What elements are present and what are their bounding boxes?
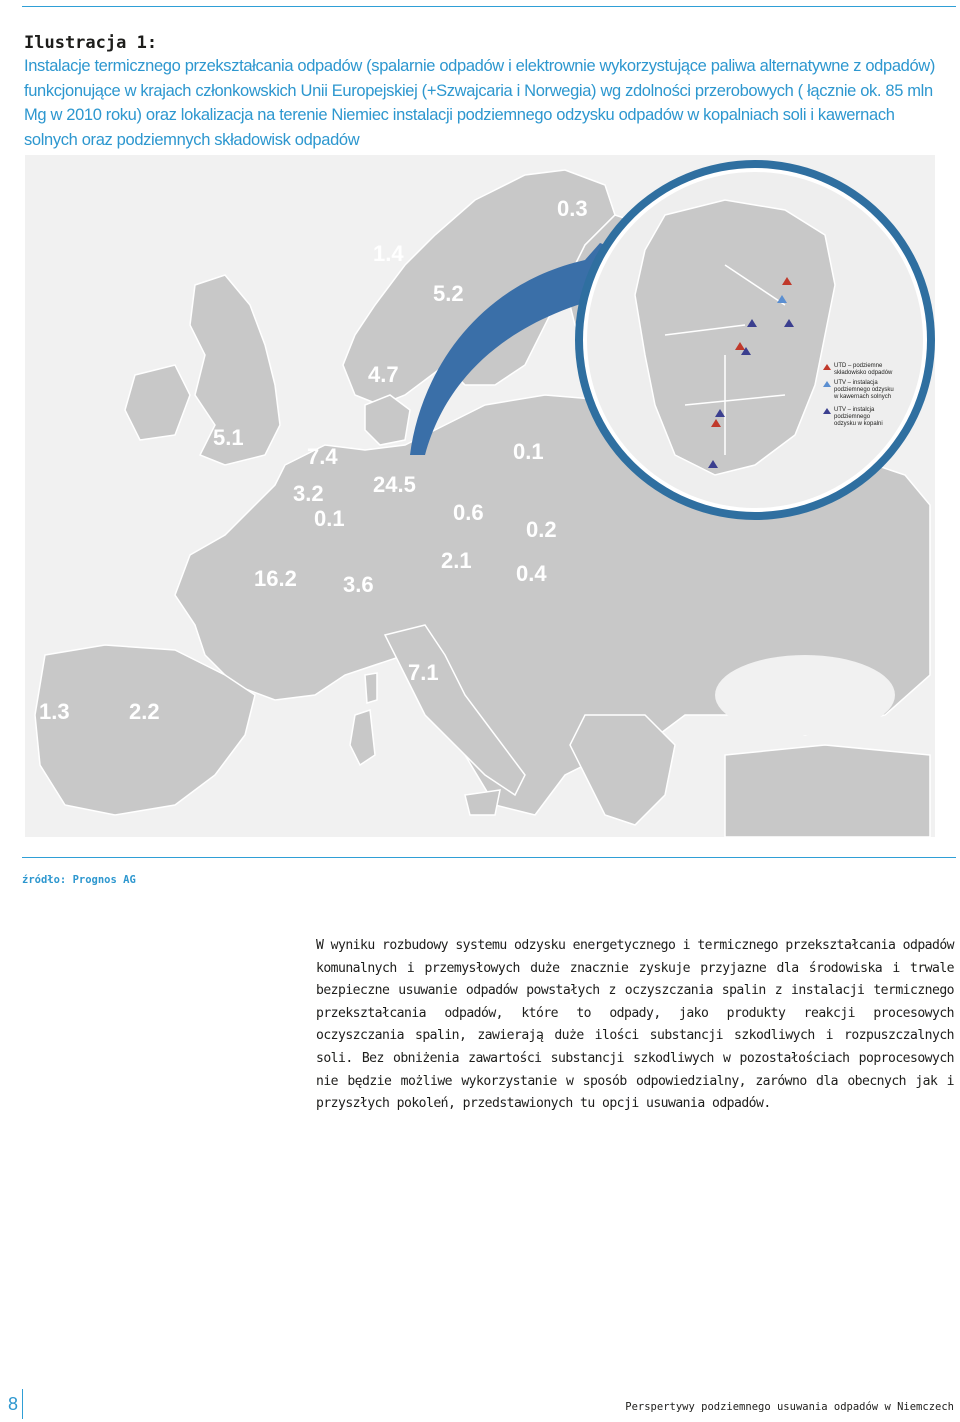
figure-source: źródło: Prognos AG [22,874,136,886]
value-label-luxembourg: 0.1 [314,506,345,531]
black-sea [715,655,895,735]
value-label-denmark: 4.7 [368,362,399,387]
turkey-shape [725,745,930,837]
legend-utv2-line2: podziemnego [834,414,871,420]
value-label-switzerland: 3.6 [343,572,374,597]
page-number: 8 [8,1394,19,1414]
legend-utv1-line2: podziemnego odzysku [834,387,894,393]
legend-utv1-line1: UTV – instalacja [834,380,878,386]
corsica-shape [365,673,377,703]
top-rule [22,6,956,7]
value-label-sweden: 5.2 [433,281,464,306]
value-label-belgium: 3.2 [293,481,324,506]
figure-label: Ilustracja 1: [24,33,158,53]
legend-utv1-line3: w kawernach solnych [834,394,892,400]
sicily-shape [465,790,500,815]
legend-utv2-line1: UTV – instalcja [834,407,875,413]
legend-utd-line2: składowisko odpadów [834,370,893,376]
value-label-slovakia: 0.2 [526,517,557,542]
value-label-poland: 0.1 [513,439,544,464]
value-label-hungary: 0.4 [516,561,547,586]
value-label-germany: 24.5 [373,472,416,497]
value-label-uk: 5.1 [213,425,244,450]
germany-inset [575,160,935,520]
value-label-austria: 2.1 [441,548,472,573]
footer-divider [22,1389,23,1419]
body-paragraph: W wyniku rozbudowy systemu odzysku energetycznego i termicznego przekształcania odpadów komunalnych i przemysłowych duże znacznie zyskuje przyjazne dla środowiska i trwale bezpieczne usuwanie odpadów powstałych z oczyszczania spalin z instalacji termicznego przekształcania odpadów, które to odpady, jako produkty reakcji procesowych oczyszczania spalin, zawierają duże ilości substancji szkodliwych i rozpuszczalnych soli. Bez obniżenia zawartości substancji szkodliwych w pozostałościach poprocesowych nie będzie możliwe wykorzystanie w sposób odpowiedzialny, zarówno dla obecnych jak i przyszłych pokoleń, przedstawionych tu opcji usuwania odpadów. [316,938,954,1112]
value-label-netherlands: 7.4 [307,444,338,469]
value-label-norway: 1.4 [373,241,404,266]
value-label-france: 16.2 [254,566,297,591]
value-label-spain: 2.2 [129,699,160,724]
value-label-italy: 7.1 [408,660,439,685]
map-svg [25,155,935,837]
legend-utv2-line3: odzysku w kopalni [834,421,883,427]
europe-map [25,155,935,837]
mid-rule [22,857,956,858]
figure-caption: Instalacje termicznego przekształcania odpadów (spalarnie odpadów i elektrownie wykorzystujące paliwa alternatywne z odpadów) funkcjonujące w krajach członkowskich Unii Europejskiej (+Szwajcaria i Norwegia) wg zdolności przerobowych ( łącznie ok. 85 mln Mg w 2010 roku) oraz lokalizacja na terenie Niemiec instalacji podziemnego odzysku odpadów w kopalniach soli i kawernach solnych oraz podziemnych składowisk odpadów [24,57,936,149]
running-footer: Perspertywy podziemnego usuwania odpadów w Niemczech [625,1401,954,1413]
value-label-portugal: 1.3 [39,699,70,724]
value-label-sweden-finland: 0.3 [557,196,588,221]
legend-utd-line1: UTD – podziemne [834,363,883,369]
value-label-czech: 0.6 [453,500,484,525]
